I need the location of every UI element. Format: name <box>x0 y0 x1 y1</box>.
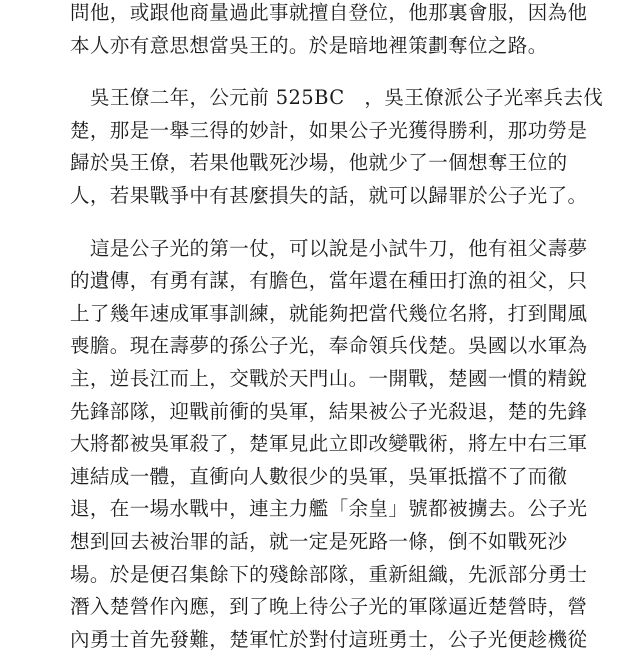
text-line: 潛入楚營作內應，到了晚上待公子光的軍隊逼近楚營時，營 <box>70 595 588 619</box>
paragraph-2 <box>0 82 635 212</box>
text-line: 本人亦有意思想當吳王的。於是暗地裡策劃奪位之路。 <box>70 33 548 57</box>
text-line: 內勇士首先發難，楚軍忙於對付這班勇士，公子光便趁機從 <box>70 627 588 651</box>
text-line: 吳王僚二年，公元前 525BC ，吳王僚派公子光率兵去伐 <box>90 86 604 110</box>
text-line: 想到回去被治罪的話，就一定是死路一條，倒不如戰死沙 <box>70 529 568 553</box>
text-line: 歸於吳王僚，若果他戰死沙場，他就少了一個想奪王位的 <box>70 151 568 175</box>
paragraph-3 <box>0 233 635 656</box>
text-line: 問他，或跟他商量過此事就擅自登位，他那裏會服，因為他 <box>70 1 588 24</box>
text-line: 大將都被吳軍殺了，楚軍見此立即改變戰術，將左中右三軍 <box>70 432 588 456</box>
text-line: 喪膽。現在壽夢的孫公子光，奉命領兵伐楚。吳國以水軍為 <box>70 334 588 358</box>
text-line: 主，逆長江而上，交戰於天門山。一開戰，楚國一慣的精銳 <box>70 366 588 390</box>
text-line: 連結成一體，直衝向人數很少的吳軍，吳軍抵擋不了而徹 <box>70 464 568 488</box>
text-line: 退，在一場水戰中，連主力艦「余皇」號都被擄去。公子光 <box>70 497 588 521</box>
text-line: 人，若果戰爭中有甚麼損失的話，就可以歸罪於公子光了。 <box>70 183 588 207</box>
text-line: 這是公子光的第一仗，可以說是小試牛刀，他有祖父壽夢 <box>90 236 588 260</box>
text-line: 上了幾年速成軍事訓練，就能夠把當代幾位名將，打到聞風 <box>70 301 588 325</box>
text-line: 的遺傳，有勇有謀，有膽色，當年還在種田打漁的祖父，只 <box>70 269 588 293</box>
text-line: 場。於是便召集餘下的殘餘部隊，重新組織，先派部分勇士 <box>70 562 588 586</box>
text-line: 楚，那是一舉三得的妙計，如果公子光獲得勝利，那功勞是 <box>70 118 588 142</box>
text-line: 先鋒部隊，迎戰前衝的吳軍，結果被公子光殺退，楚的先鋒 <box>70 399 588 423</box>
paragraph-1 <box>0 0 635 62</box>
